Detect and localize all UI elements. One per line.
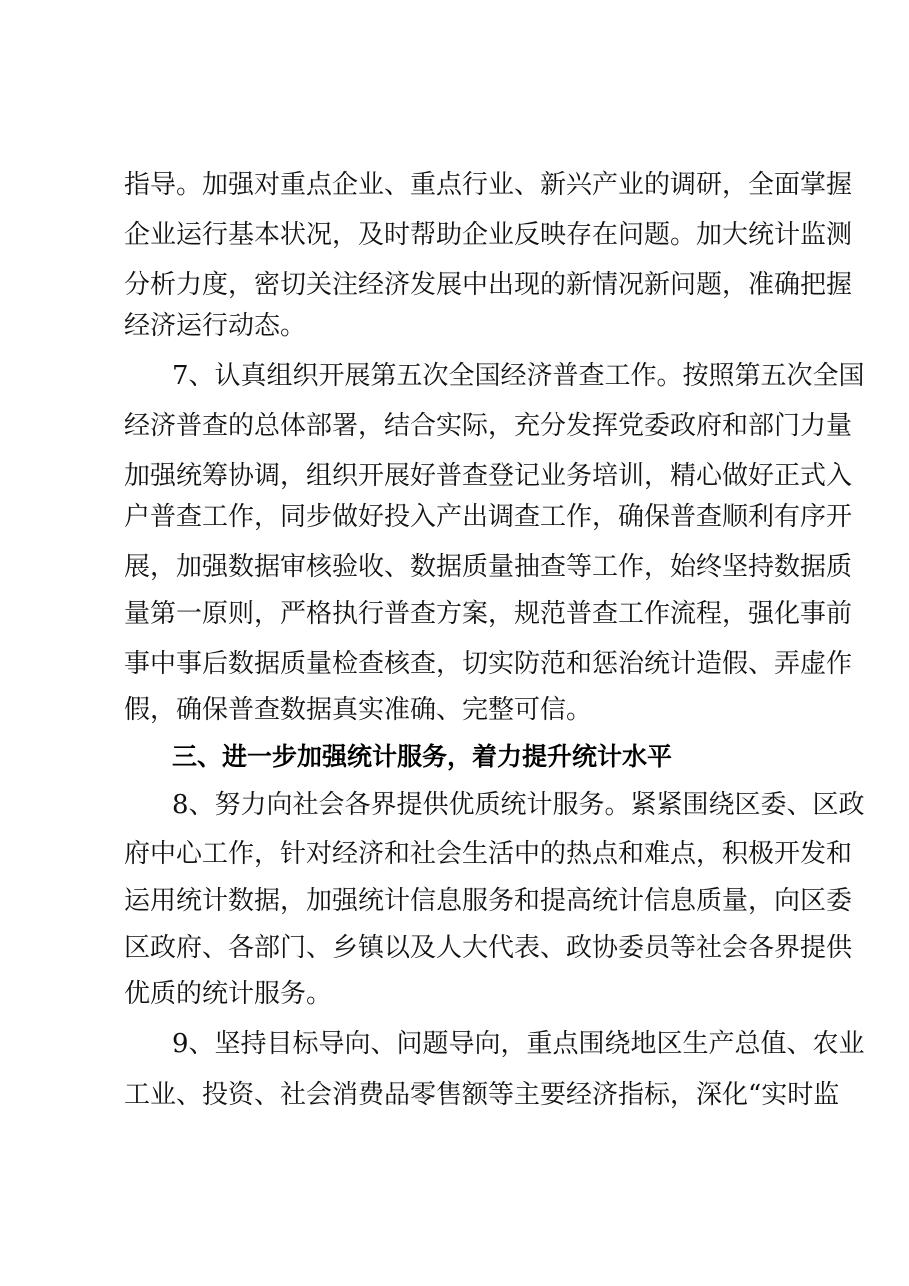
body-text-line: 运用统计数据，加强统计信息服务和提高统计信息质量，向区委 xyxy=(124,886,853,916)
body-text-line: 企业运行基本状况，及时帮助企业反映存在问题。加大统计监测 xyxy=(124,220,853,250)
body-text-line: 工业、投资、社会消费品零售额等主要经济指标，深化“实时监 xyxy=(124,1080,840,1110)
body-text-line: 经济普查的总体部署，结合实际，充分发挥党委政府和部门力量 xyxy=(124,411,853,441)
body-text-line: 区政府、各部门、乡镇以及人大代表、政协委员等社会各界提供 xyxy=(124,933,853,963)
body-text-line: 事中事后数据质量检查核查，切实防范和惩治统计造假、弄虚作 xyxy=(124,649,853,679)
body-text-line: 加强统筹协调，组织开展好普查登记业务培训，精心做好正式入 xyxy=(124,461,853,491)
body-text-line: 户普查工作，同步做好投入产出调查工作，确保普查顺利有序开 xyxy=(124,502,853,532)
paragraph-9-first-line: 9、坚持目标导向、问题导向，重点围绕地区生产总值、农业 xyxy=(172,1029,865,1059)
body-text-line: 展，加强数据审核验收、数据质量抽查等工作，始终坚持数据质 xyxy=(124,552,853,582)
section-heading: 三、进一步加强统计服务，着力提升统计水平 xyxy=(172,742,673,771)
body-text-line: 假，确保普查数据真实准确、完整可信。 xyxy=(124,695,593,725)
body-text-line: 经济运行动态。 xyxy=(124,311,307,341)
paragraph-7-first-line: 7、认真组织开展第五次全国经济普查工作。按照第五次全国 xyxy=(172,361,865,391)
body-text-line: 府中心工作，针对经济和社会生活中的热点和难点，积极开发和 xyxy=(124,839,853,869)
body-text-line: 优质的统计服务。 xyxy=(124,979,333,1009)
paragraph-8-first-line: 8、努力向社会各界提供优质统计服务。紧紧围绕区委、区政 xyxy=(172,790,865,820)
body-text-line: 指导。加强对重点企业、重点行业、新兴产业的调研，全面掌握 xyxy=(124,170,853,200)
body-text-line: 量第一原则，严格执行普查方案，规范普查工作流程，强化事前 xyxy=(124,599,853,629)
body-text-line: 分析力度，密切关注经济发展中出现的新情况新问题，准确把握 xyxy=(124,270,853,300)
